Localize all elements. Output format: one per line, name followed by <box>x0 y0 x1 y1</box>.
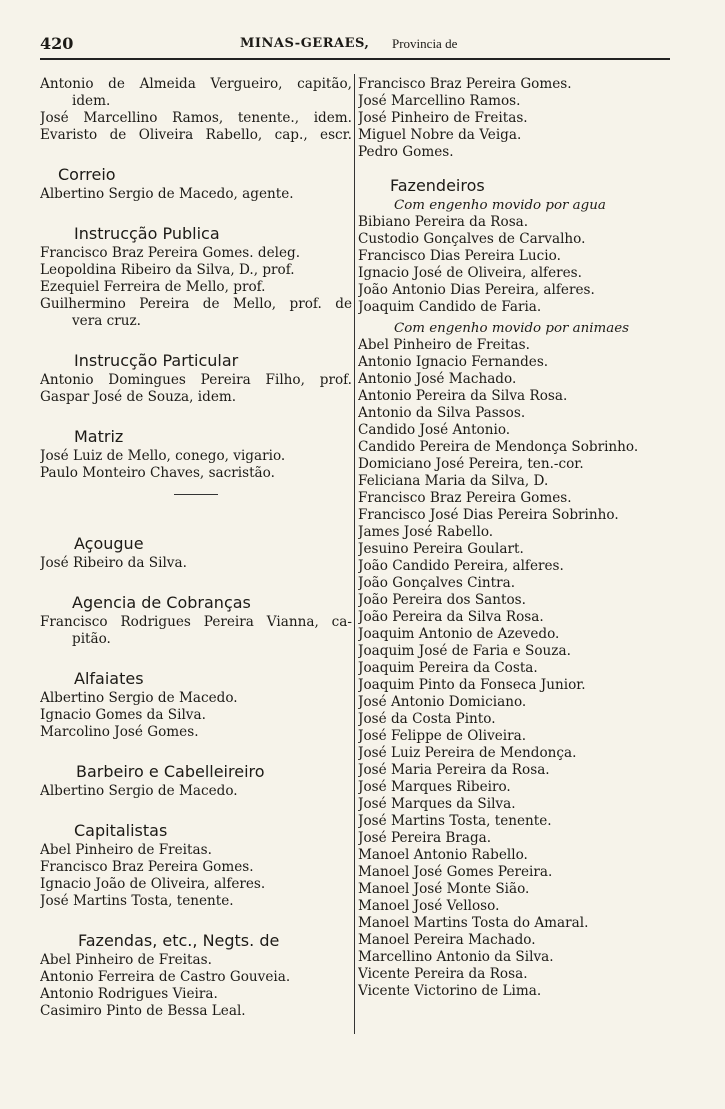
section-rule <box>174 494 218 495</box>
list-item: Francisco Braz Pereira Gomes. <box>358 490 572 506</box>
list-item: Antonio Ferreira de Castro Gouveia. <box>40 969 291 985</box>
list-item: Ignacio José de Oliveira, alferes. <box>358 265 582 281</box>
list-item: idem. <box>72 93 111 109</box>
list-item: Ignacio Gomes da Silva. <box>40 707 206 723</box>
list-item: Pedro Gomes. <box>358 144 454 160</box>
list-item: vera cruz. <box>72 313 141 329</box>
list-item: James José Rabello. <box>358 524 494 540</box>
list-item: Casimiro Pinto de Bessa Leal. <box>40 1003 246 1019</box>
list-item: José Pinheiro de Freitas. <box>358 110 528 126</box>
section-heading-instrucao-publica: Instrucção Publica <box>74 224 220 243</box>
list-item: Marcolino José Gomes. <box>40 724 199 740</box>
list-item: Antonio Domingues Pereira Filho, prof. <box>40 372 352 388</box>
list-item: Francisco Dias Pereira Lucio. <box>358 248 561 264</box>
list-item: Manoel Martins Tosta do Amaral. <box>358 915 589 931</box>
list-item: Manoel Antonio Rabello. <box>358 847 528 863</box>
list-item: Abel Pinheiro de Freitas. <box>40 952 212 968</box>
list-item: Albertino Sergio de Macedo, agente. <box>40 186 294 202</box>
list-item: João Pereira da Silva Rosa. <box>358 609 544 625</box>
list-item: José Pereira Braga. <box>358 830 492 846</box>
list-item: Bibiano Pereira da Rosa. <box>358 214 529 230</box>
list-item: José Marcellino Ramos, tenente., idem. <box>40 110 352 126</box>
list-item: José Maria Pereira da Rosa. <box>358 762 550 778</box>
list-item: Evaristo de Oliveira Rabello, cap., escr. <box>40 127 352 143</box>
list-item: Antonio José Machado. <box>358 371 517 387</box>
list-item: Antonio de Almeida Vergueiro, capitão, <box>40 76 352 92</box>
list-item: José Martins Tosta, tenente. <box>40 893 234 909</box>
running-title: MINAS-GERAES, <box>240 36 370 51</box>
list-item: João Candido Pereira, alferes. <box>358 558 564 574</box>
list-item: José Luiz de Mello, conego, vigario. <box>40 448 286 464</box>
list-item: pitão. <box>72 631 111 647</box>
list-item: Jesuino Pereira Goulart. <box>358 541 524 557</box>
list-item: Custodio Gonçalves de Carvalho. <box>358 231 586 247</box>
list-item: Miguel Nobre da Veiga. <box>358 127 522 143</box>
list-item: Domiciano José Pereira, ten.-cor. <box>358 456 584 472</box>
section-heading-alfaiates: Alfaiates <box>74 669 144 688</box>
list-item: José Luiz Pereira de Mendonça. <box>358 745 577 761</box>
section-heading-acougue: Açougue <box>74 534 144 553</box>
list-item: Manoel Pereira Machado. <box>358 932 536 948</box>
list-item: João Antonio Dias Pereira, alferes. <box>358 282 595 298</box>
list-item: Ignacio João de Oliveira, alferes. <box>40 876 266 892</box>
list-item: Guilhermino Pereira de Mello, prof. de <box>40 296 352 312</box>
list-item: Gaspar José de Souza, idem. <box>40 389 237 405</box>
list-item: Albertino Sergio de Macedo. <box>40 690 238 706</box>
section-heading-fazendeiros: Fazendeiros <box>390 176 485 195</box>
list-item: Francisco Braz Pereira Gomes. deleg. <box>40 245 301 261</box>
list-item: Joaquim Pinto da Fonseca Junior. <box>358 677 586 693</box>
section-heading-capitalistas: Capitalistas <box>74 821 168 840</box>
column-divider <box>354 74 355 1034</box>
list-item: Vicente Pereira da Rosa. <box>358 966 528 982</box>
section-heading-agencia: Agencia de Cobranças <box>72 593 251 612</box>
list-item: Manoel José Gomes Pereira. <box>358 864 553 880</box>
page-header <box>40 34 670 60</box>
list-item: Francisco Braz Pereira Gomes. <box>40 859 254 875</box>
list-item: Francisco Braz Pereira Gomes. <box>358 76 572 92</box>
list-item: Feliciana Maria da Silva, D. <box>358 473 549 489</box>
list-item: Albertino Sergio de Macedo. <box>40 783 238 799</box>
section-heading-matriz: Matriz <box>74 427 124 446</box>
list-item: Antonio Ignacio Fernandes. <box>358 354 549 370</box>
list-item: Joaquim Candido de Faria. <box>358 299 542 315</box>
list-item: Marcellino Antonio da Silva. <box>358 949 554 965</box>
list-item: Joaquim José de Faria e Souza. <box>358 643 571 659</box>
list-item: Joaquim Antonio de Azevedo. <box>358 626 560 642</box>
list-item: Candido Pereira de Mendonça Sobrinho. <box>358 439 639 455</box>
page-number: 420 <box>40 34 74 53</box>
list-item: José Marcellino Ramos. <box>358 93 521 109</box>
list-item: José Antonio Domiciano. <box>358 694 527 710</box>
list-item: José Ribeiro da Silva. <box>40 555 187 571</box>
list-item: Manoel José Velloso. <box>358 898 500 914</box>
list-item: Manoel José Monte Sião. <box>358 881 530 897</box>
list-item: Paulo Monteiro Chaves, sacristão. <box>40 465 275 481</box>
running-subtitle: Provincia de <box>392 36 458 51</box>
list-item: Antonio da Silva Passos. <box>358 405 526 421</box>
list-item: Joaquim Pereira da Costa. <box>358 660 538 676</box>
list-item: Francisco José Dias Pereira Sobrinho. <box>358 507 619 523</box>
list-item: José da Costa Pinto. <box>358 711 496 727</box>
list-item: Abel Pinheiro de Freitas. <box>358 337 530 353</box>
sub-heading-animaes: Com engenho movido por animaes <box>394 321 630 336</box>
list-item: Abel Pinheiro de Freitas. <box>40 842 212 858</box>
animaes-list <box>358 337 670 1000</box>
list-item: João Pereira dos Santos. <box>358 592 526 608</box>
section-heading-correio: Correio <box>58 165 116 184</box>
list-item: Ezequiel Ferreira de Mello, prof. <box>40 279 266 295</box>
list-item: Antonio Pereira da Silva Rosa. <box>358 388 568 404</box>
list-item: José Marques da Silva. <box>358 796 516 812</box>
list-item: José Felippe de Oliveira. <box>358 728 527 744</box>
list-item: Antonio Rodrigues Vieira. <box>40 986 218 1002</box>
list-item: Vicente Victorino de Lima. <box>358 983 542 999</box>
section-heading-barbeiro: Barbeiro e Cabelleireiro <box>76 762 265 781</box>
list-item: João Gonçalves Cintra. <box>358 575 516 591</box>
left-column <box>40 76 352 1020</box>
list-item: José Martins Tosta, tenente. <box>358 813 552 829</box>
agua-list <box>358 214 670 316</box>
section-heading-instrucao-particular: Instrucção Particular <box>74 351 239 370</box>
list-item: Francisco Rodrigues Pereira Vianna, ca- <box>40 614 352 630</box>
right-column <box>358 76 670 1000</box>
list-item: José Marques Ribeiro. <box>358 779 511 795</box>
list-item: Candido José Antonio. <box>358 422 511 438</box>
list-item: Leopoldina Ribeiro da Silva, D., prof. <box>40 262 295 278</box>
sub-heading-agua: Com engenho movido por agua <box>394 198 606 213</box>
section-heading-fazendas: Fazendas, etc., Negts. de <box>78 931 280 950</box>
